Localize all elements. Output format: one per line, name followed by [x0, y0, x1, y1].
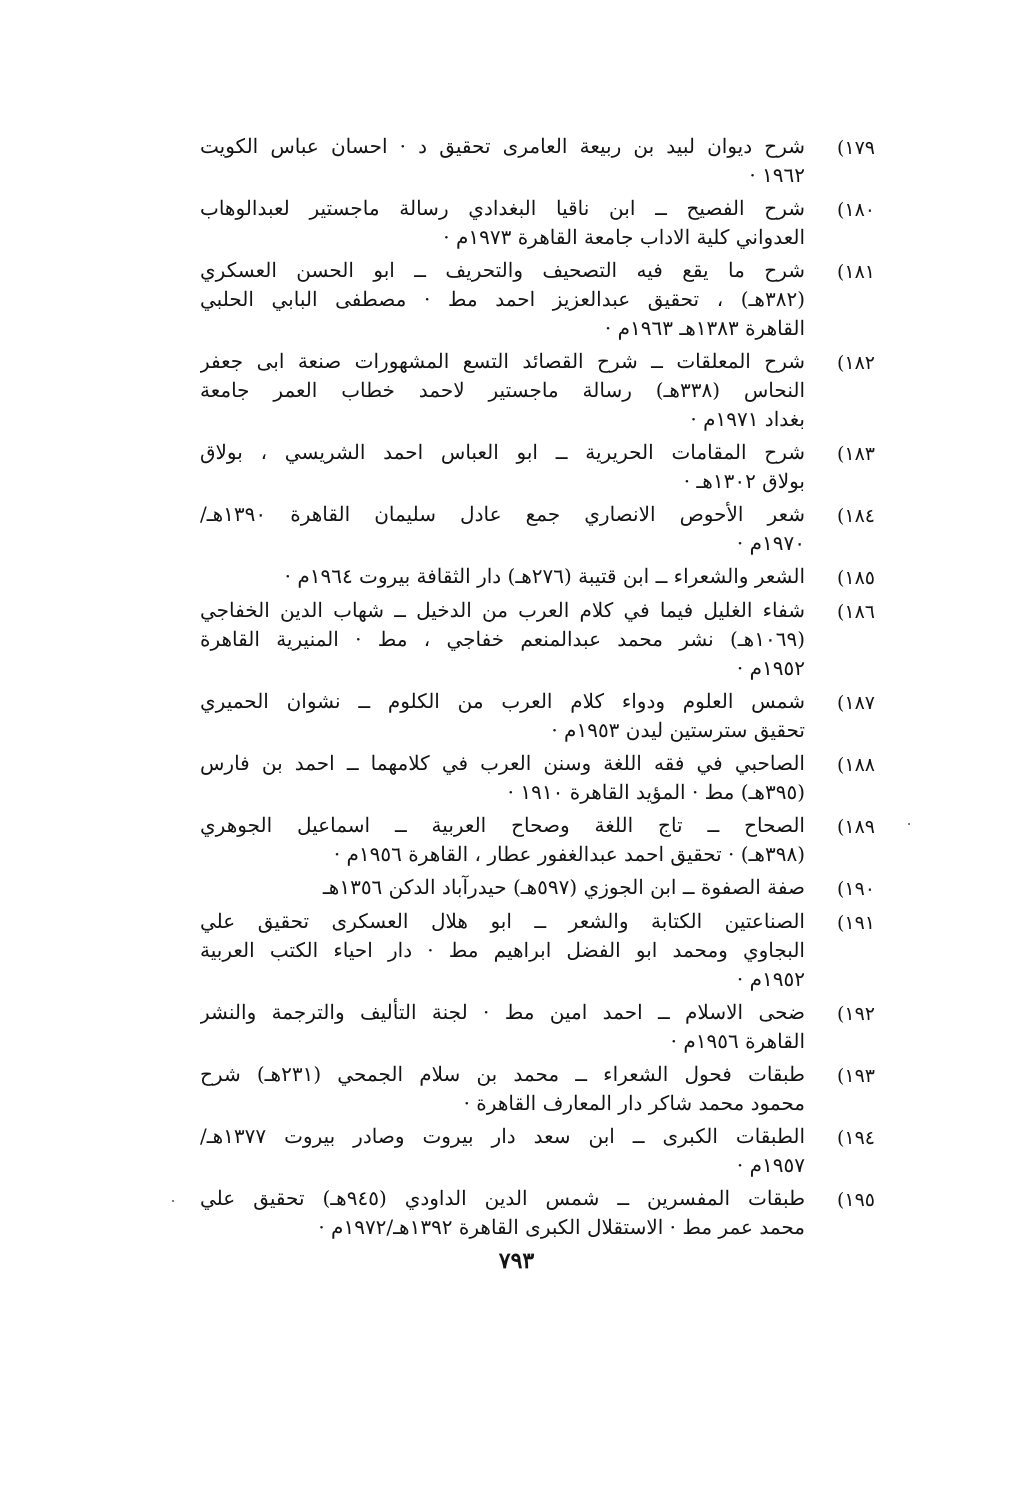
entry-text [200, 438, 805, 496]
scan-speck [172, 1200, 174, 1202]
entry-line: القاهرة ١٣٨٣هـ ١٩٦٣م · [604, 316, 805, 340]
entry-line: الشعر والشعراء ــ ابن قتيبة (٢٧٦هـ) دار الثقافة بيروت ١٩٦٤م · [284, 564, 805, 588]
entry-line: شرح الفصيح ــ ابن ناقيا البغدادي رسالة ماجستير لعبدالوهاب [200, 196, 805, 220]
entry-number: (١٩٣ [836, 1065, 875, 1087]
entry-line: بولاق ١٣٠٢هـ · [683, 469, 805, 493]
entry-line: بغداد ١٩٧١م · [690, 407, 805, 431]
entry-line: الصاحبي في فقه اللغة وسنن العرب في كلامهما ــ احمد بن فارس [200, 751, 805, 775]
entry-number: (١٨٠ [836, 199, 875, 221]
entry-line: (١٠٦٩هـ) نشر محمد عبدالمنعم خفاجي ، مط · المنيرية القاهرة [200, 627, 805, 651]
entry-text [200, 998, 805, 1056]
bibliography-list [200, 132, 875, 1246]
entry-number: (١٩٢ [836, 1003, 875, 1025]
entry-line: طبقات فحول الشعراء ــ محمد بن سلام الجمحي (٢٣١هـ) شرح [200, 1062, 805, 1086]
entry-line: شعر الأحوص الانصاري جمع عادل سليمان القاهرة ١٣٩٠هـ/ [200, 502, 805, 526]
entry-number: (١٩٤ [836, 1127, 875, 1149]
entry-text [200, 811, 805, 869]
entry-number: (١٧٩ [836, 137, 875, 159]
entry-text [200, 1122, 805, 1180]
entry-text [200, 194, 805, 252]
entry-line: ١٩٥٢م · [736, 656, 805, 680]
entry-line: (٣٨٢هـ) ، تحقيق عبدالعزيز احمد مط · مصطفى البابي الحلبي [200, 287, 805, 311]
entry-line: الصحاح ــ تاج اللغة وصحاح العربية ــ اسماعيل الجوهري [200, 813, 805, 837]
entry-text [200, 596, 805, 683]
entry-number: (١٩٠ [836, 878, 875, 900]
entry-line: ١٩٧٠م · [736, 531, 805, 555]
entry-text [200, 1060, 805, 1118]
entry-number: (١٨٦ [836, 601, 875, 623]
entry-line: ١٩٥٢م · [736, 967, 805, 991]
entry-number: (١٩٥ [836, 1189, 875, 1211]
entry-line: شرح ديوان لبيد بن ربيعة العامرى تحقيق د · احسان عباس الكويت [200, 134, 805, 158]
entry-line: شمس العلوم ودواء كلام العرب من الكلوم ــ نشوان الحميري [200, 689, 805, 713]
bibliography-entry [200, 132, 875, 190]
entry-line: الطبقات الكبرى ــ ابن سعد دار بيروت وصادر بيروت ١٣٧٧هـ/ [200, 1124, 805, 1148]
entry-line: ١٩٥٧م · [736, 1153, 805, 1177]
entry-line: شرح المعلقات ــ شرح القصائد التسع المشهورات صنعة ابى جعفر [200, 349, 805, 373]
entry-number: (١٨٣ [836, 443, 875, 465]
entry-line: الصناعتين الكتابة والشعر ــ ابو هلال العسكرى تحقيق علي [200, 909, 805, 933]
entry-line: تحقيق سترستين ليدن ١٩٥٣م · [551, 718, 805, 742]
entry-line: (٣٩٨هـ) · تحقيق احمد عبدالغفور عطار ، القاهرة ١٩٥٦م · [333, 842, 805, 866]
bibliography-entry [200, 749, 875, 807]
entry-line: القاهرة ١٩٥٦م · [670, 1029, 805, 1053]
entry-line: العدواني كلية الاداب جامعة القاهرة ١٩٧٣م · [443, 225, 805, 249]
entry-number: (١٨١ [836, 261, 875, 283]
bibliography-entry [200, 347, 875, 434]
entry-number: (١٨٩ [836, 816, 875, 838]
entry-text [200, 562, 805, 591]
entry-text [200, 500, 805, 558]
bibliography-entry [200, 687, 875, 745]
entry-line: شرح ما يقع فيه التصحيف والتحريف ــ ابو الحسن العسكري [200, 258, 805, 282]
entry-number: (١٨٢ [836, 352, 875, 374]
entry-line: طبقات المفسرين ــ شمس الدين الداودي (٩٤٥هـ) تحقيق علي [200, 1186, 805, 1210]
entry-text [200, 873, 805, 902]
bibliography-entry [200, 596, 875, 683]
entry-line: شفاء الغليل فيما في كلام العرب من الدخيل ــ شهاب الدين الخفاجي [200, 598, 805, 622]
entry-line: النحاس (٣٣٨هـ) رسالة ماجستير لاحمد خطاب العمر جامعة [200, 378, 805, 402]
bibliography-entry [200, 873, 875, 903]
bibliography-entry [200, 500, 875, 558]
bibliography-entry [200, 438, 875, 496]
entry-line: (٣٩٥هـ) مط · المؤيد القاهرة ١٩١٠ · [507, 780, 805, 804]
bibliography-entry [200, 562, 875, 592]
entry-line: ١٩٦٢ · [749, 163, 805, 187]
entry-text [200, 907, 805, 994]
bibliography-entry [200, 194, 875, 252]
entry-text [200, 1184, 805, 1242]
entry-number: (١٨٧ [836, 692, 875, 714]
entry-text [200, 256, 805, 343]
bibliography-entry [200, 1184, 875, 1242]
entry-line: محمد عمر مط · الاستقلال الكبرى القاهرة ١٣٩٢هـ/١٩٧٢م · [318, 1215, 805, 1239]
page-number: ٧٩٣ [498, 1248, 535, 1274]
bibliography-entry [200, 1122, 875, 1180]
entry-text [200, 347, 805, 434]
bibliography-entry [200, 811, 875, 869]
entry-line: محمود محمد شاكر دار المعارف القاهرة · [463, 1091, 805, 1115]
entry-number: (١٨٥ [836, 567, 875, 589]
entry-text [200, 132, 805, 190]
entry-line: البجاوي ومحمد ابو الفضل ابراهيم مط · دار احياء الكتب العربية [200, 938, 805, 962]
entry-number: (١٨٨ [836, 754, 875, 776]
bibliography-entry [200, 1060, 875, 1118]
entry-line: ضحى الاسلام ــ احمد امين مط · لجنة التأليف والترجمة والنشر [200, 1000, 805, 1024]
entry-line: شرح المقامات الحريرية ــ ابو العباس احمد الشريسي ، بولاق [200, 440, 805, 464]
entry-text [200, 687, 805, 745]
entry-number: (١٨٤ [836, 505, 875, 527]
bibliography-entry [200, 907, 875, 994]
scan-speck [908, 823, 910, 825]
bibliography-entry [200, 256, 875, 343]
bibliography-entry [200, 998, 875, 1056]
entry-text [200, 749, 805, 807]
entry-line: صفة الصفوة ــ ابن الجوزي (٥٩٧هـ) حيدرآباد الدكن ١٣٥٦هـ [322, 875, 805, 899]
entry-number: (١٩١ [836, 912, 875, 934]
